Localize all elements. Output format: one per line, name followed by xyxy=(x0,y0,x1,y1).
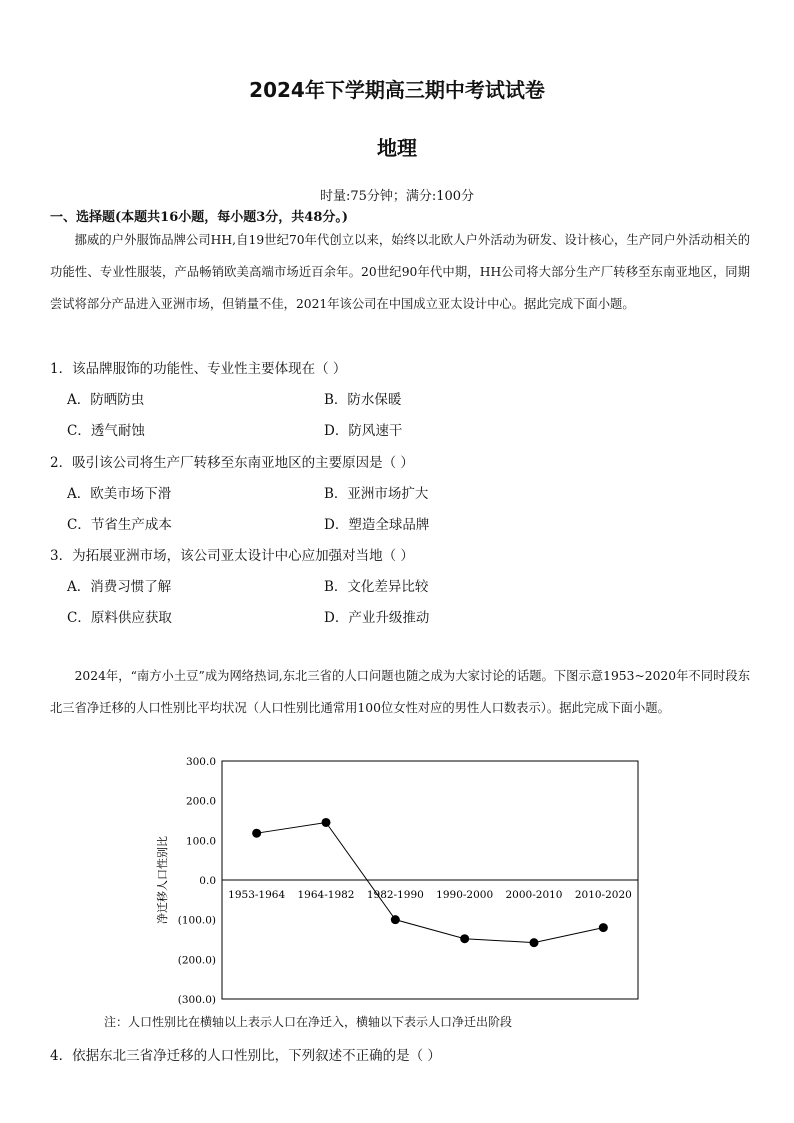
passage-1: 挪威的户外服饰品牌公司HH,自19世纪70年代创立以来，始终以北欧人户外活动为研发、设计核心，生产同户外活动相关的功能性、专业性服装，产品畅销欧美高端市场近百余年。20世纪90年代中期，HH公司将大部分生产厂转移至东南亚地区，同期尝试将部分产品进入亚洲市场，但销量不佳，2021年该公司在中国成立亚太设计中心。据此完成下面小题。 xyxy=(50,233,750,311)
data-point xyxy=(530,938,539,947)
question-3-option-a: A．消费习惯了解 xyxy=(67,579,172,595)
subject-title: 地理 xyxy=(377,136,417,160)
question-4-stem: 4．依据东北三省净迁移的人口性别比，下列叙述不正确的是（ ） xyxy=(50,1048,441,1064)
y-axis-label: 净迁移人口性别比 xyxy=(156,836,169,924)
time-info: 时量:75分钟；满分:100分 xyxy=(319,189,475,204)
x-tick-label: 2000-2010 xyxy=(505,889,563,901)
exam-title: 2024年下学期高三期中考试试卷 xyxy=(249,78,545,102)
question-2-option-b: B．亚洲市场扩大 xyxy=(324,486,429,502)
y-tick-label: (300.0) xyxy=(177,994,216,1006)
question-2-option-c: C．节省生产成本 xyxy=(67,517,172,533)
x-tick-label: 1953-1964 xyxy=(228,889,286,901)
passage-2: 2024年，“南方小土豆”成为网络热词,东北三省的人口问题也随之成为大家讨论的话题。下图示意1953~2020年不同时段东北三省净迁移的人口性别比平均状况（人口性别比通常用100位女性对应的男性人口数表示）。据此完成下面小题。 xyxy=(50,669,750,715)
question-3-stem: 3．为拓展亚洲市场，该公司亚太设计中心应加强对当地（ ） xyxy=(50,548,414,564)
data-point xyxy=(322,818,331,827)
y-tick-label: (100.0) xyxy=(177,914,216,927)
data-point xyxy=(599,923,608,932)
series-line xyxy=(257,822,604,942)
question-1-option-c: C．透气耐蚀 xyxy=(67,423,145,439)
x-tick-label: 1964-1982 xyxy=(297,889,355,901)
question-2-stem: 2．吸引该公司将生产厂转移至东南亚地区的主要原因是（ ） xyxy=(50,455,414,471)
chart-note: 注：人口性别比在横轴以上表示人口在净迁入，横轴以下表示人口净迁出阶段 xyxy=(104,1015,513,1029)
y-tick-label: 100.0 xyxy=(185,835,216,848)
question-1-stem: 1．该品牌服饰的功能性、专业性主要体现在（ ） xyxy=(50,361,347,377)
y-tick-label: (200.0) xyxy=(177,954,216,967)
data-point xyxy=(460,934,469,943)
data-point xyxy=(252,829,261,838)
x-tick-label: 2010-2020 xyxy=(574,889,632,901)
sex-ratio-line-chart xyxy=(150,754,650,1014)
x-tick-label: 1990-2000 xyxy=(436,889,494,901)
question-1-option-a: A．防晒防虫 xyxy=(67,392,145,408)
question-3-option-c: C．原料供应获取 xyxy=(67,610,172,626)
y-tick-label: 200.0 xyxy=(185,795,216,808)
data-point xyxy=(391,915,400,924)
section-heading: 一、选择题(本题共16小题，每小题3分，共48分。) xyxy=(50,210,349,225)
y-tick-label: 300.0 xyxy=(185,756,216,768)
question-2-option-a: A．欧美市场下滑 xyxy=(67,486,172,502)
question-3-option-b: B．文化差异比较 xyxy=(324,579,429,595)
question-3-option-d: D．产业升级推动 xyxy=(324,610,430,626)
question-2-option-d: D．塑造全球品牌 xyxy=(324,517,430,533)
x-tick-label: 1982-1990 xyxy=(366,889,424,901)
question-1-option-d: D．防风速干 xyxy=(324,423,403,439)
y-tick-label: 0.0 xyxy=(199,875,216,887)
question-1-option-b: B．防水保暖 xyxy=(324,392,402,408)
